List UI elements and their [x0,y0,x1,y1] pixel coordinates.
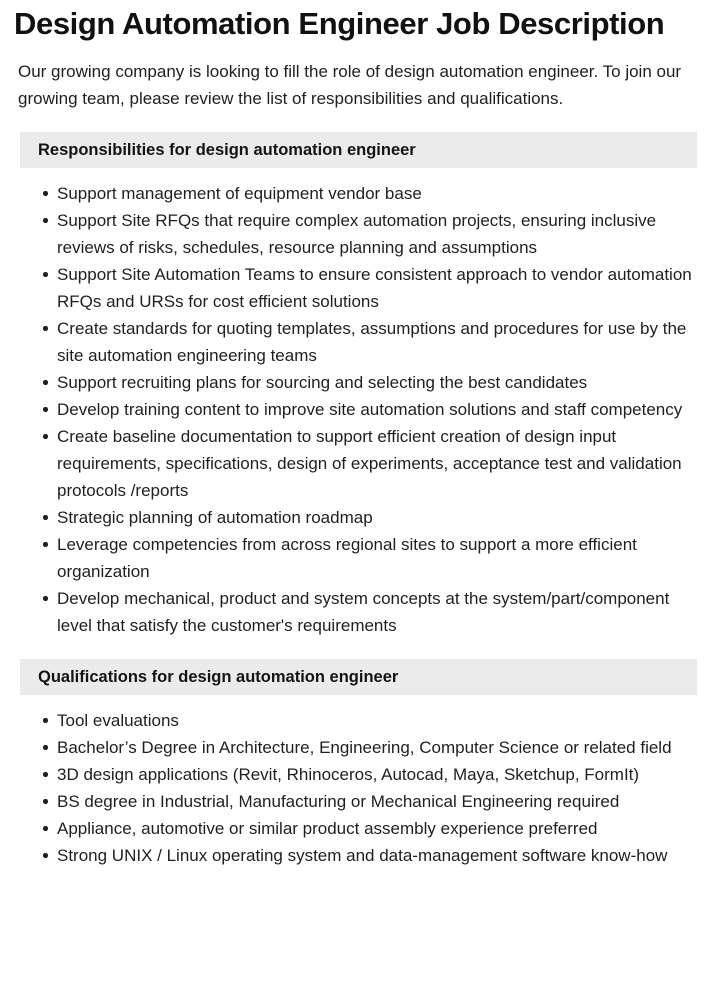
list-item: Strategic planning of automation roadmap [43,504,696,531]
list-item: Tool evaluations [43,707,696,734]
qualifications-section [0,659,720,869]
list-item: Support recruiting plans for sourcing and selecting the best candidates [43,369,696,396]
list-item: Bachelor’s Degree in Architecture, Engineering, Computer Science or related field [43,734,696,761]
qualifications-header-label: Qualifications for design automation engineer [38,668,399,686]
list-item: Leverage competencies from across regional sites to support a more efficient organization [43,531,696,585]
list-item: Support Site RFQs that require complex automation projects, ensuring inclusive reviews of risks, schedules, resource planning and assumptions [43,207,696,261]
list-item: Create standards for quoting templates, assumptions and procedures for use by the site automation engineering teams [43,315,696,369]
responsibilities-section [0,132,720,639]
responsibilities-list [0,180,720,639]
qualifications-list [0,707,720,869]
responsibilities-header [20,132,697,168]
list-item: Support Site Automation Teams to ensure consistent approach to vendor automation RFQs and URSs for cost efficient solutions [43,261,696,315]
intro-paragraph: Our growing company is looking to fill the role of design automation engineer. To join our growing team, please review the list of responsibilities and qualifications. [18,62,682,108]
qualifications-header [20,659,697,695]
list-item: Support management of equipment vendor base [43,180,696,207]
page-title: Design Automation Engineer Job Description [14,6,665,41]
list-item: BS degree in Industrial, Manufacturing or Mechanical Engineering required [43,788,696,815]
responsibilities-header-label: Responsibilities for design automation engineer [38,141,416,159]
list-item: Create baseline documentation to support efficient creation of design input requirements, specifications, design of experiments, acceptance test and validation protocols /reports [43,423,696,504]
list-item: Strong UNIX / Linux operating system and data-management software know-how [43,842,696,869]
list-item: Develop mechanical, product and system concepts at the system/part/component level that satisfy the customer's requirements [43,585,696,639]
list-item: 3D design applications (Revit, Rhinoceros, Autocad, Maya, Sketchup, FormIt) [43,761,696,788]
list-item: Appliance, automotive or similar product assembly experience preferred [43,815,696,842]
list-item: Develop training content to improve site automation solutions and staff competency [43,396,696,423]
